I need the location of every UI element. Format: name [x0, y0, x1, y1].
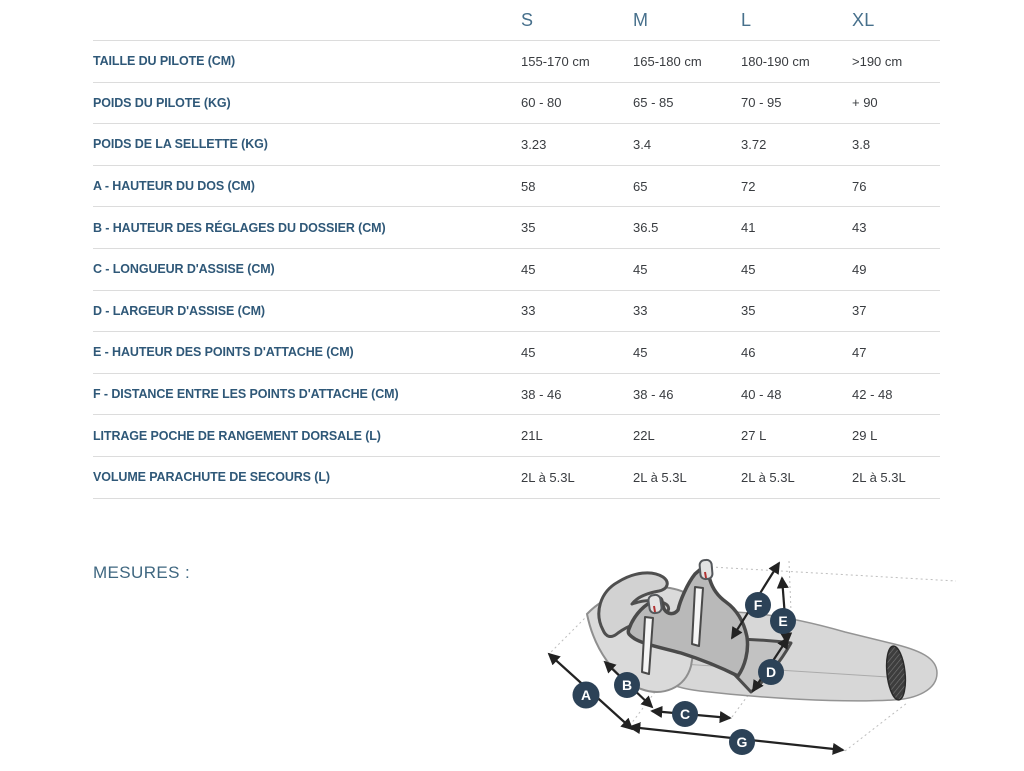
- row-value: 42 - 48: [852, 386, 893, 402]
- svg-text:E: E: [778, 613, 788, 629]
- row-label: TAILLE DU PILOTE (CM): [93, 54, 236, 69]
- row-value: 70 - 95: [741, 95, 782, 111]
- row-value: 22L: [633, 428, 655, 444]
- table-row: [93, 123, 940, 165]
- row-value: 3.8: [852, 136, 871, 152]
- row-value: 49: [852, 261, 867, 277]
- svg-text:C: C: [679, 706, 691, 722]
- row-value: 33: [521, 303, 536, 319]
- table-row: [93, 165, 940, 207]
- row-value: 76: [852, 178, 867, 194]
- marker-b: [614, 672, 640, 698]
- row-value: 47: [852, 344, 867, 360]
- row-value: 180-190 cm: [741, 53, 810, 69]
- row-value: 41: [741, 220, 756, 236]
- row-value: 27 L: [741, 428, 767, 444]
- svg-text:A: A: [580, 687, 592, 703]
- row-value: 38 - 46: [633, 386, 674, 402]
- row-value: + 90: [852, 95, 878, 111]
- row-value: 38 - 46: [521, 386, 562, 402]
- row-label: POIDS DU PILOTE (KG): [93, 95, 231, 110]
- table-row: [93, 40, 940, 82]
- row-value: 45: [521, 344, 536, 360]
- carabiner-icon: [699, 560, 713, 580]
- harness-diagram: [540, 555, 970, 771]
- carabiner-icon: [648, 594, 662, 613]
- row-value: 29 L: [852, 428, 878, 444]
- row-label: E - HAUTEUR DES POINTS D'ATTACHE (CM): [93, 345, 354, 360]
- measures-heading: MESURES :: [93, 563, 191, 582]
- table-row: [93, 206, 940, 248]
- table-row: [93, 248, 940, 290]
- svg-text:D: D: [765, 664, 777, 680]
- row-value: 37: [852, 303, 867, 319]
- table-row: [93, 456, 940, 498]
- row-value: 46: [741, 344, 756, 360]
- marker-f: [745, 592, 771, 618]
- table-row: [93, 290, 940, 332]
- row-label: A - HAUTEUR DU DOS (CM): [93, 179, 255, 194]
- size-col-s: S: [521, 9, 534, 30]
- row-label: D - LARGEUR D'ASSISE (CM): [93, 303, 265, 318]
- size-col-l: L: [741, 9, 752, 30]
- row-value: 60 - 80: [521, 95, 562, 111]
- row-value: 165-180 cm: [633, 53, 702, 69]
- row-value: 40 - 48: [741, 386, 782, 402]
- row-value: 65: [633, 178, 648, 194]
- row-label: C - LONGUEUR D'ASSISE (CM): [93, 262, 275, 277]
- size-col-xl: XL: [852, 9, 875, 30]
- size-table-header: [93, 0, 940, 40]
- row-label: B - HAUTEUR DES RÉGLAGES DU DOSSIER (CM): [93, 220, 386, 235]
- row-value: 58: [521, 178, 536, 194]
- table-row: [93, 82, 940, 124]
- row-value: 43: [852, 220, 867, 236]
- row-value: 72: [741, 178, 756, 194]
- marker-e: [770, 608, 796, 634]
- marker-g: [729, 729, 755, 755]
- row-value: 45: [741, 261, 756, 277]
- svg-text:B: B: [621, 677, 633, 693]
- row-label: F - DISTANCE ENTRE LES POINTS D'ATTACHE (CM): [93, 387, 399, 402]
- marker-a: [573, 682, 600, 709]
- size-table-body: [93, 40, 940, 499]
- row-value: 65 - 85: [633, 95, 674, 111]
- row-value: >190 cm: [852, 53, 903, 69]
- row-value: 36.5: [633, 220, 659, 236]
- row-label: POIDS DE LA SELLETTE (KG): [93, 137, 268, 152]
- row-value: 45: [521, 261, 536, 277]
- row-value: 2L à 5.3L: [852, 469, 906, 485]
- row-label: VOLUME PARACHUTE DE SECOURS (L): [93, 470, 330, 485]
- size-table: [93, 0, 940, 499]
- row-value: 2L à 5.3L: [741, 469, 795, 485]
- row-value: 2L à 5.3L: [521, 469, 575, 485]
- row-value: 155-170 cm: [521, 53, 590, 69]
- table-row: [93, 373, 940, 415]
- row-value: 3.72: [741, 136, 767, 152]
- row-value: 33: [633, 303, 648, 319]
- row-value: 2L à 5.3L: [633, 469, 687, 485]
- row-value: 3.23: [521, 136, 547, 152]
- row-value: 21L: [521, 428, 543, 444]
- row-value: 35: [521, 220, 536, 236]
- table-row: [93, 331, 940, 373]
- marker-c: [672, 701, 698, 727]
- row-value: 45: [633, 344, 648, 360]
- table-row: [93, 414, 940, 456]
- svg-text:G: G: [736, 734, 748, 750]
- size-col-m: M: [633, 9, 649, 30]
- row-value: 3.4: [633, 136, 652, 152]
- row-value: 45: [633, 261, 648, 277]
- svg-text:F: F: [753, 597, 763, 613]
- marker-d: [758, 659, 784, 685]
- row-label: LITRAGE POCHE DE RANGEMENT DORSALE (L): [93, 428, 381, 443]
- row-value: 35: [741, 303, 756, 319]
